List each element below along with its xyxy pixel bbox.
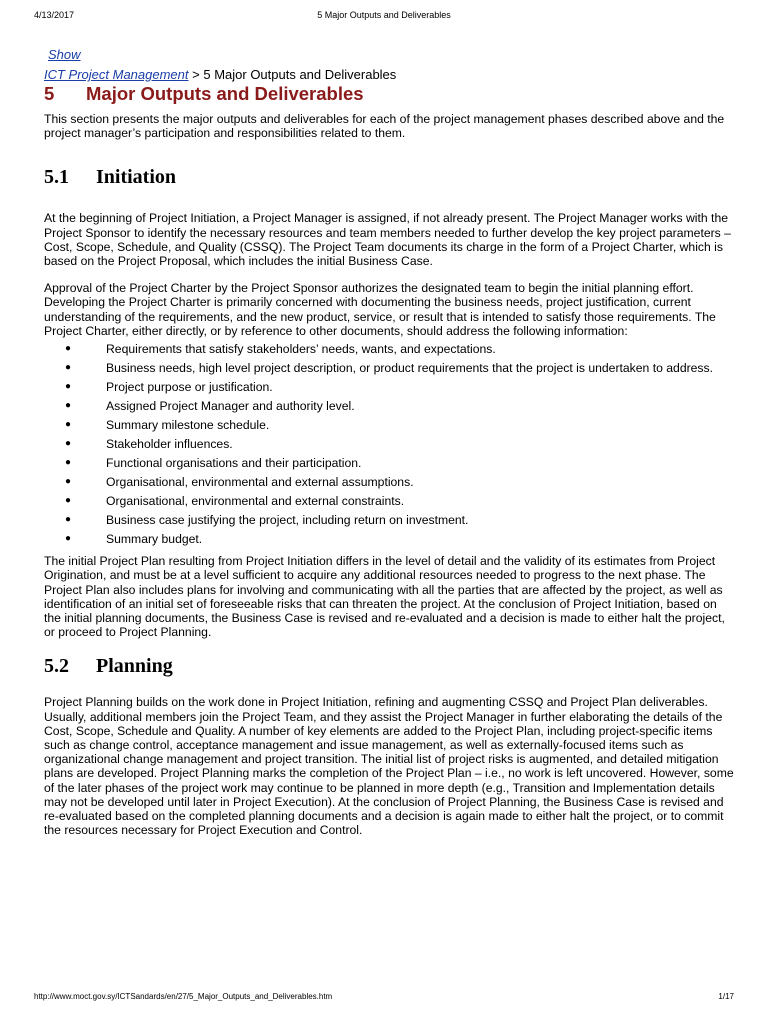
initiation-paragraph-3: The initial Project Plan resulting from Project Initiation differs in the level of detail and the validity of its estimates from Project Origination, and must be at a level sufficient to acquire any additional resources needed to progress to the next phase. The Project Plan also includes plans for involving and communicating with all the parties that are affected by the project, as well as identification of an initial set of foreseeable risks that can threaten the project. At the conclusion of Project Initiation, based on the initial planning documents, the Business Case is revised and re-evaluated and a decision is made to either halt the project, or proceed to Project Planning. [44, 554, 725, 640]
breadcrumb-current: 5 Major Outputs and Deliverables [203, 67, 397, 82]
planning-paragraph-1: Project Planning builds on the work done in Project Initiation, refining and augmenting CSSQ and Project Plan deliverables. Usually, additional members join the Project Team, and they assist the Project Manager in further elaborating the details of the Cost, Scope, Schedule and Quality. A number of key elements are added to the Project Plan, including project-specific items such as change control, acceptance management and issue management, as well as externally-focused items such as organizational change management and project transition. The initial list of project risks is augmented, and detailed mitigation plans are developed. Project Planning marks the completion of the Project Plan – i.e., no work is left uncovered. However, some of the later phases of the project work may continue to be planned in more depth (e.g., Transition and Implementation details may not be developed until later in Project Execution). At the conclusion of Project Planning, the Business Case is revised and re-evaluated based on the completed planning documents and a decision is again made to either halt the project, or to commit the resources necessary for Project Execution and Control. [44, 695, 734, 838]
document-body [44, 48, 734, 837]
bullet-icon: ● [65, 514, 72, 526]
list-item: ● Assigned Project Manager and authority level. [65, 399, 355, 414]
list-item: ● Business case justifying the project, including return on investment. [65, 513, 469, 528]
list-item: ● Business needs, high level project description, or product requirements that the project is undertaken to address. [65, 361, 714, 376]
list-item: ● Project purpose or justification. [65, 380, 273, 395]
section-heading-initiation [44, 165, 734, 189]
bullet-icon: ● [65, 457, 72, 469]
section-title: Initiation [96, 166, 177, 189]
breadcrumb-separator: > [192, 67, 200, 82]
bullet-icon: ● [65, 438, 72, 450]
list-item: ● Functional organisations and their participation. [65, 456, 362, 471]
section-heading-planning [44, 654, 734, 678]
breadcrumb-link-ict-project-management[interactable]: ICT Project Management [44, 67, 189, 82]
show-link[interactable]: Show [48, 47, 81, 62]
breadcrumb [44, 66, 734, 83]
list-item: ● Stakeholder influences. [65, 437, 233, 452]
list-item: ● Summary milestone schedule. [65, 418, 270, 433]
print-footer [0, 992, 768, 1012]
print-header [0, 0, 768, 30]
list-item: ● Summary budget. [65, 532, 203, 547]
page-title-text: Major Outputs and Deliverables [86, 83, 364, 104]
print-page-title: 5 Major Outputs and Deliverables [317, 10, 451, 20]
bullet-icon: ● [65, 381, 72, 393]
list-item: ● Organisational, environmental and external assumptions. [65, 475, 414, 490]
page-number: 1/17 [718, 992, 734, 1001]
intro-paragraph: This section presents the major outputs and deliverables for each of the project management phases described above and the project manager’s participation and responsibilities related to them. [44, 112, 725, 141]
section-number: 5.1 [44, 166, 69, 189]
bullet-icon: ● [65, 362, 72, 374]
page-title [44, 83, 734, 109]
page-title-number: 5 [44, 83, 55, 104]
section-number: 5.2 [44, 655, 69, 678]
bullet-icon: ● [65, 495, 72, 507]
print-url: http://www.moct.gov.sy/ICTSandards/en/27/5_Major_Outputs_and_Deliverables.htm [34, 992, 333, 1001]
bullet-icon: ● [65, 419, 72, 431]
section-title: Planning [96, 655, 173, 678]
initiation-paragraph-1: At the beginning of Project Initiation, a Project Manager is assigned, if not already present. The Project Manager works with the Project Sponsor to identify the necessary resources and team members needed to further develop the key project parameters – Cost, Scope, Schedule, and Quality (CSSQ). The Project Team documents its charge in the form of a Project Charter, which is based on the Project Proposal, which includes the initial Business Case. [44, 211, 731, 269]
charter-requirements-list [44, 342, 734, 546]
list-item: ● Organisational, environmental and external constraints. [65, 494, 405, 509]
bullet-icon: ● [65, 343, 72, 355]
print-date: 4/13/2017 [34, 10, 75, 20]
bullet-icon: ● [65, 400, 72, 412]
initiation-paragraph-2: Approval of the Project Charter by the Project Sponsor authorizes the designated team to begin the initial planning effort. Developing the Project Charter is primarily concerned with documenting the business needs, project justification, current understanding of the requirements, and the new product, service, or result that is intended to satisfy those requirements. The Project Charter, either directly, or by reference to other documents, should address the following information: [44, 281, 716, 338]
bullet-icon: ● [65, 533, 72, 545]
list-item: ● Requirements that satisfy stakeholders’ needs, wants, and expectations. [65, 342, 496, 357]
bullet-icon: ● [65, 476, 72, 488]
